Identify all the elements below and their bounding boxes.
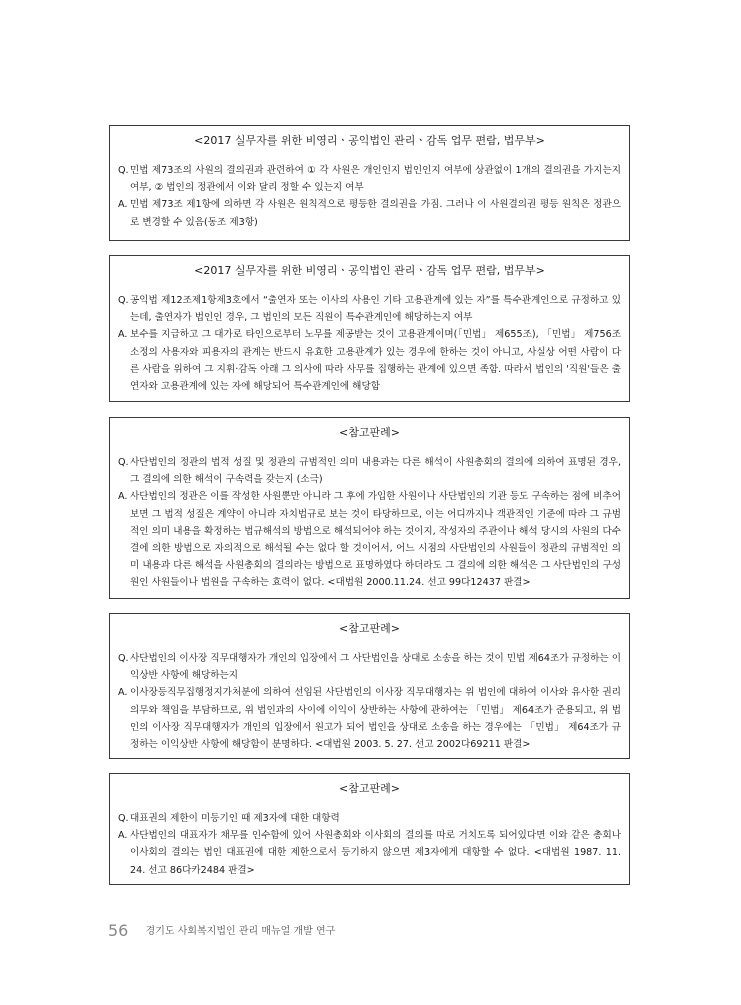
answer-label: A. — [118, 199, 128, 211]
box-title: <2017 실무자를 위한 비영리ㆍ공익법인 관리ㆍ감독 업무 편람, 법무부> — [194, 264, 545, 277]
answer-text: 사단법인의 정관은 이를 작성한 사원뿐만 아니라 그 후에 가입한 사원이나 사단법인의 기관 등도 구속하는 점에 비추어 보면 그 법적 성질은 계약이 아니라 자치법규로 보는 것이 타당하므로, 이는 어디까지나 객관적인 기준에 따라 그 규범적인 의미 내용을 확정하는 법규해석의 방법으로 해석되어야 하는 것이지, 작성자의 주관이나 해석 당시의 사원의 다수결에 의한 방법으로 자의적으로 해석될 수는 없다 할 것이어서, 어느 시점의 사단법인의 사원들이 정관의 규범적인 의미 내용과 다른 해석을 사원총회의 결의라는 방법으로 표명하였다 하더라도 그 결의에 의한 해석은 그 사단법인의 구성원인 사원들이나 법원을 구속하는 효력이 없다. <대법원 2000.11.24. 선고 99다12437 판결> — [130, 491, 621, 589]
question — [118, 454, 621, 488]
question — [118, 810, 621, 827]
answer-text: 민법 제73조 제1항에 의하면 각 사원은 원칙적으로 평등한 결의권을 가짐. 그러나 이 사원결의권 평등 원칙은 정관으로 변경할 수 있음(동조 제3항) — [130, 199, 621, 228]
question-text: 민법 제73조의 사원의 결의권과 관련하여 ① 각 사원은 개인인지 법인인지 여부에 상관없이 1개의 결의권을 가지는지 여부, ② 법인의 정관에서 이와 달리 정할 수 있는지 여부 — [130, 165, 621, 194]
document-title: 경기도 사회복지법인 관리 매뉴얼 개발 연구 — [145, 926, 336, 937]
answer-label: A. — [118, 687, 128, 699]
question-text: 사단법인의 이사장 직무대행자가 개인의 입장에서 그 사단법인을 상대로 소송을 하는 것이 민법 제64조가 규정하는 이익상반 사항에 해당하는지 — [130, 653, 621, 682]
answer-label: A. — [118, 830, 128, 842]
box-title: <참고판례> — [339, 782, 400, 795]
answer-text: 보수를 지급하고 그 대가로 타인으로부터 노무를 제공받는 것이 고용관계이며(「민법」 제655조), 「민법」 제756조 소정의 사용자와 피용자의 관계는 반드시 유효한 고용관계가 있는 경우에 한하는 것이 아니고, 사실상 어떤 사람이 다른 사람을 위하여 그 지휘·감독 아래 그 의사에 따라 사무를 집행하는 관계에 있으면 족함. 따라서 법인의 '직원'들은 출연자와 고용관계에 있는 자에 해당되어 특수관계인에 해당함 — [130, 329, 621, 393]
page-number: 56 — [108, 921, 129, 940]
answer — [118, 488, 621, 591]
question-label: Q. — [118, 813, 129, 824]
page-footer — [108, 921, 335, 940]
answer — [118, 196, 621, 230]
question-label: Q. — [118, 295, 129, 306]
answer — [118, 827, 621, 879]
question — [118, 292, 621, 326]
question-text: 대표권의 제한이 미등기인 때 제3자에 대한 대항력 — [130, 813, 340, 824]
question — [118, 650, 621, 684]
question-text: 사단법인의 정관의 법적 성질 및 정관의 규범적인 의미 내용과는 다른 해석이 사원총회의 결의에 의하여 표명된 경우, 그 결의에 의한 해석이 구속력을 갖는지 (소극) — [130, 457, 621, 486]
box-title: <참고판례> — [339, 426, 400, 439]
guide-box-1 — [109, 125, 630, 241]
precedent-box-3 — [109, 773, 630, 885]
answer-label: A. — [118, 491, 128, 503]
question — [118, 162, 621, 196]
precedent-box-2 — [109, 613, 630, 759]
answer — [118, 684, 621, 753]
question-text: 공익법 제12조제1항제3호에서 “출연자 또는 이사의 사용인 기타 고용관계에 있는 자”를 특수관계인으로 규정하고 있는데, 출연자가 법인인 경우, 그 법인의 모든 직원이 특수관계인에 해당하는지 여부 — [130, 295, 621, 324]
guide-box-2 — [109, 255, 630, 402]
answer-text: 사단법인의 대표자가 채무를 인수함에 있어 사원총회와 이사회의 결의를 따로 거치도록 되어있다면 이와 같은 총회나 이사회의 결의는 법인 대표권에 대한 제한으로서 등기하지 않으면 제3자에게 대항할 수 없다. <대법원 1987. 11. 24. 선고 86다카2484 판결> — [130, 830, 621, 876]
box-title: <2017 실무자를 위한 비영리ㆍ공익법인 관리ㆍ감독 업무 편람, 법무부> — [194, 134, 545, 147]
question-label: Q. — [118, 653, 129, 664]
box-title: <참고판례> — [339, 622, 400, 635]
precedent-box-1 — [109, 417, 630, 599]
question-label: Q. — [118, 165, 129, 176]
question-label: Q. — [118, 457, 129, 468]
answer — [118, 326, 621, 395]
answer-label: A. — [118, 329, 128, 341]
answer-text: 이사장등직무집행정지가처분에 의하여 선임된 사단법인의 이사장 직무대행자는 위 법인에 대하여 이사와 유사한 권리의무와 책임을 부담하므로, 위 법인과의 사이에 이익이 상반하는 사항에 관하여는 「민법」 제64조가 준용되고, 위 법인의 이사장 직무대행자가 개인의 입장에서 원고가 되어 법인을 상대로 소송을 하는 경우에는 「민법」 제64조가 규정하는 이익상반 사항에 해당함이 분명하다. <대법원 2003. 5. 27. 선고 2002다69211 판결> — [130, 687, 621, 751]
